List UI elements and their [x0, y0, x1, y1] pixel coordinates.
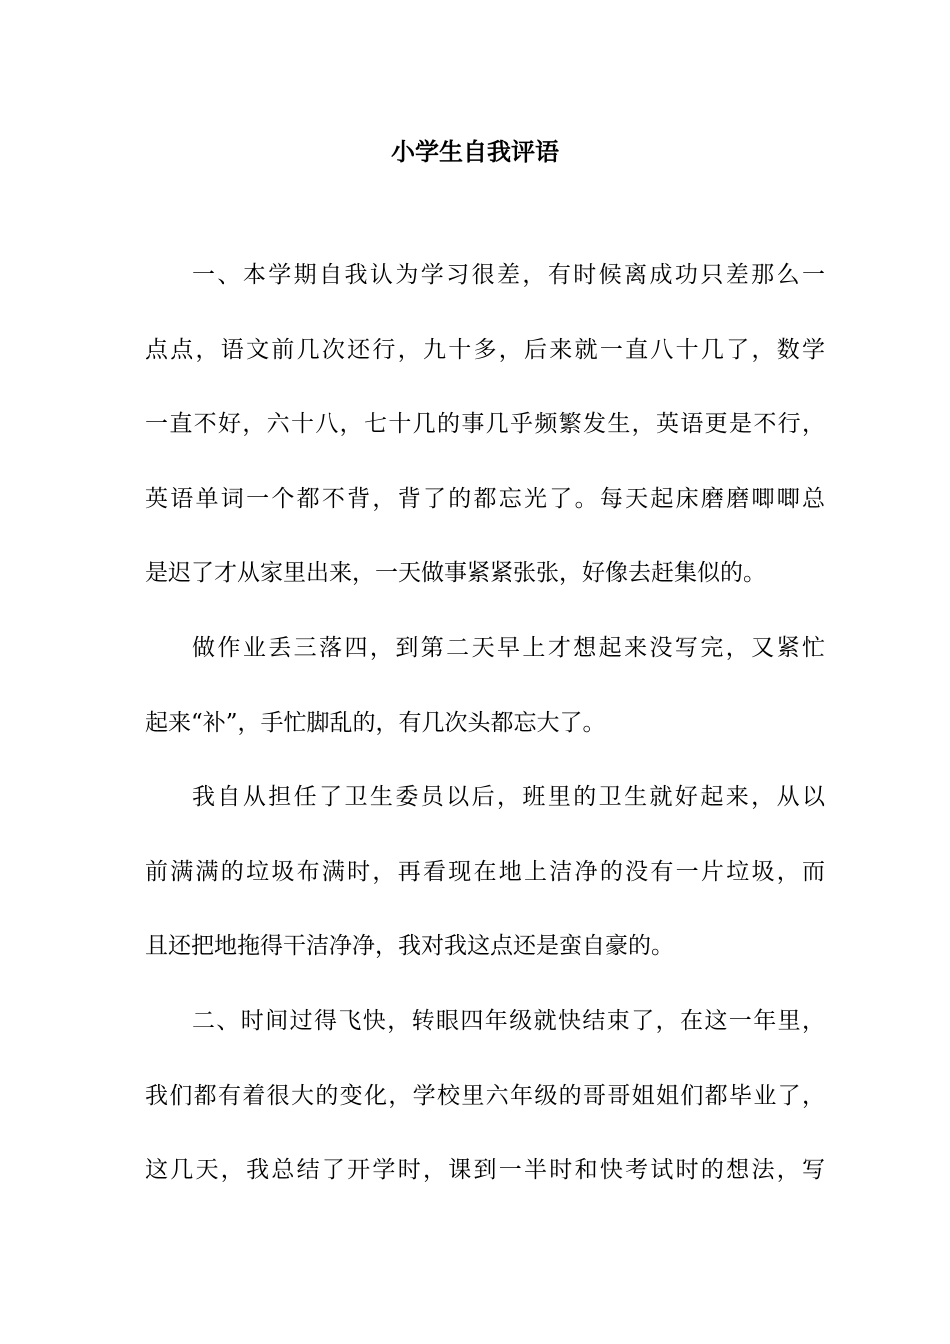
document-body: [145, 250, 825, 1220]
body-line: 一、本学期自我认为学习很差，有时候离成功只差那么一: [192, 262, 825, 288]
body-line: 做作业丢三落四，到第二天早上才想起来没写完，又紧忙: [192, 634, 825, 661]
body-line: 且还把地拖得干洁净净，我对我这点还是蛮自豪的。: [145, 933, 674, 960]
body-line: 英语单词一个都不背，背了的都忘光了。每天起床磨磨唧唧总: [145, 485, 825, 512]
document-title: 小学生自我评语: [391, 137, 559, 166]
body-line: 前满满的垃圾布满时，再看现在地上洁净的没有一片垃圾，而: [145, 858, 825, 885]
body-line: 起来“补”，手忙脚乱的，有几次头都忘大了。: [145, 709, 606, 736]
body-line: 我们都有着很大的变化，学校里六年级的哥哥姐姐们都毕业了，: [145, 1082, 825, 1109]
body-line: 我自从担任了卫生委员以后，班里的卫生就好起来，从以: [192, 784, 825, 811]
body-line: 一直不好，六十八，七十几的事几乎频繁发生，英语更是不行，: [145, 411, 825, 438]
body-line: 是迟了才从家里出来，一天做事紧紧张张，好像去赶集似的。: [145, 560, 766, 587]
body-line: 点点，语文前几次还行，九十多，后来就一直八十几了，数学: [145, 336, 825, 363]
body-line: 二、时间过得飞快，转眼四年级就快结束了，在这一年里，: [192, 1007, 825, 1034]
body-line: 这几天，我总结了开学时，课到一半时和快考试时的想法，写: [145, 1157, 825, 1184]
